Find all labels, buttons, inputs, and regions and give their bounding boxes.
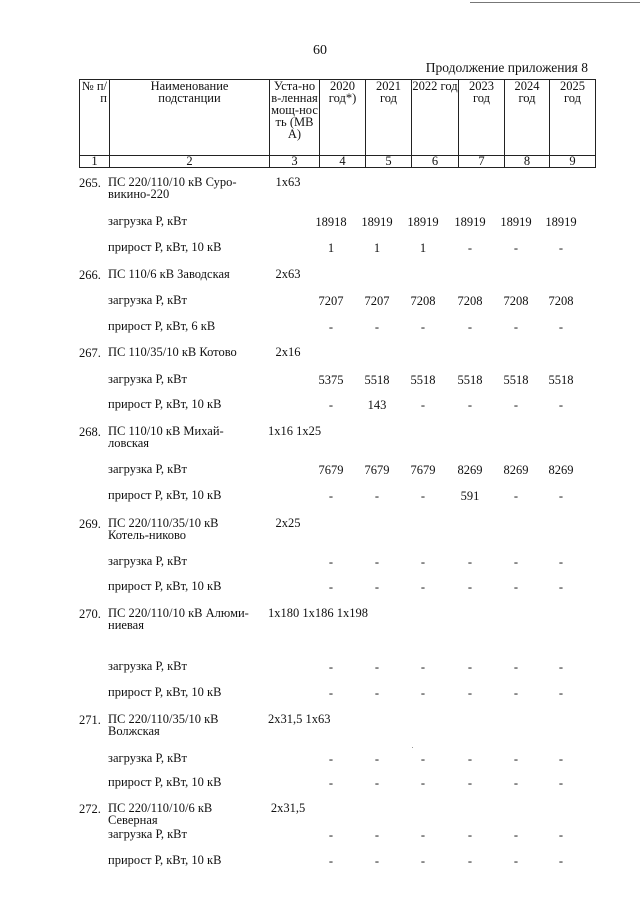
substation-name: ПС 220/110/35/10 кВ Котель-никово — [108, 516, 219, 542]
year-value: - — [467, 555, 473, 569]
year-value: - — [467, 686, 473, 700]
year-value: 7207 — [318, 294, 344, 308]
year-value: - — [374, 828, 380, 842]
header-name: Наименование подстанции — [110, 80, 270, 156]
year-value: - — [374, 555, 380, 569]
substation-name: ПС 110/6 кВ Заводская — [108, 267, 230, 281]
header-capacity: Уста-нов-ленная мощ-ность (МВА) — [270, 80, 320, 156]
year-value: - — [328, 854, 334, 868]
year-value: - — [328, 776, 334, 790]
row-number: 272. — [79, 802, 101, 816]
year-value: 7208 — [548, 294, 574, 308]
year-value: - — [558, 828, 564, 842]
year-value: 7679 — [410, 463, 436, 477]
year-value: - — [420, 555, 426, 569]
year-value: - — [513, 398, 519, 412]
year-value: 7207 — [364, 294, 390, 308]
year-value: 18919 — [407, 215, 439, 229]
year-value: - — [513, 854, 519, 868]
year-value: - — [374, 489, 380, 503]
installed-capacity: 2x31,5 1x63 — [268, 712, 331, 726]
year-value: - — [513, 660, 519, 674]
year-value: - — [558, 660, 564, 674]
year-value: - — [467, 660, 473, 674]
year-value: - — [558, 555, 564, 569]
row-number: 266. — [79, 268, 101, 282]
year-value: 8269 — [457, 463, 483, 477]
year-value: 5518 — [457, 373, 483, 387]
year-value: - — [328, 828, 334, 842]
row-label: прирост Р, кВт, 6 кВ — [108, 319, 216, 333]
year-value: 18919 — [361, 215, 393, 229]
page-number: 60 — [313, 43, 327, 58]
col-number: 5 — [366, 156, 412, 168]
year-value: - — [374, 776, 380, 790]
year-value: - — [558, 320, 564, 334]
row-number: 269. — [79, 517, 101, 531]
year-value: - — [374, 854, 380, 868]
substation-name: ПС 110/35/10 кВ Котово — [108, 345, 237, 359]
col-number: 3 — [270, 156, 320, 168]
header-year: 2024 год — [505, 80, 550, 156]
year-value: - — [467, 752, 473, 766]
installed-capacity: 2x31,5 — [270, 801, 306, 815]
year-value: - — [374, 580, 380, 594]
row-label: прирост Р, кВт, 10 кВ — [108, 240, 222, 254]
row-label: прирост Р, кВт, 10 кВ — [108, 853, 222, 867]
year-value: 143 — [367, 398, 387, 412]
year-value: - — [467, 828, 473, 842]
row-label: загрузка Р, кВт — [108, 214, 187, 228]
year-value: - — [513, 776, 519, 790]
year-value: - — [513, 752, 519, 766]
year-value: 18919 — [545, 215, 577, 229]
year-value: 5518 — [410, 373, 436, 387]
year-value: - — [328, 320, 334, 334]
table-header — [79, 79, 596, 168]
year-value: - — [328, 752, 334, 766]
year-value: - — [513, 828, 519, 842]
row-label: загрузка Р, кВт — [108, 462, 187, 476]
year-value: - — [420, 660, 426, 674]
installed-capacity: 2x16 — [275, 345, 301, 359]
year-value: - — [558, 489, 564, 503]
installed-capacity: 1x63 — [275, 175, 301, 189]
row-label: загрузка Р, кВт — [108, 293, 187, 307]
year-value: - — [328, 580, 334, 594]
year-value: - — [513, 320, 519, 334]
year-value: 1 — [327, 241, 335, 255]
row-label: загрузка Р, кВт — [108, 751, 187, 765]
year-value: - — [558, 854, 564, 868]
header-year: 2023 год — [459, 80, 505, 156]
year-value: - — [420, 489, 426, 503]
row-label: прирост Р, кВт, 10 кВ — [108, 488, 222, 502]
year-value: - — [374, 660, 380, 674]
row-label: загрузка Р, кВт — [108, 827, 187, 841]
col-number: 1 — [80, 156, 110, 168]
year-value: 18919 — [500, 215, 532, 229]
col-number: 6 — [412, 156, 459, 168]
row-label: загрузка Р, кВт — [108, 554, 187, 568]
row-label: загрузка Р, кВт — [108, 372, 187, 386]
year-value: - — [467, 320, 473, 334]
col-number: 9 — [550, 156, 596, 168]
header-year: 2021 год — [366, 80, 412, 156]
year-value: - — [374, 686, 380, 700]
row-label: прирост Р, кВт, 10 кВ — [108, 579, 222, 593]
year-value: 8269 — [503, 463, 529, 477]
header-year: 2020 год*) — [320, 80, 366, 156]
year-value: 1 — [419, 241, 427, 255]
installed-capacity: 2x25 — [275, 516, 301, 530]
year-value: 1 — [373, 241, 381, 255]
year-value: 591 — [460, 489, 480, 503]
year-value: - — [420, 580, 426, 594]
year-value: - — [513, 580, 519, 594]
col-number: 2 — [110, 156, 270, 168]
substation-name: ПС 110/10 кВ Михай-ловская — [108, 424, 224, 450]
year-value: 5518 — [503, 373, 529, 387]
row-number: 268. — [79, 425, 101, 439]
year-value: - — [513, 555, 519, 569]
year-value: - — [420, 776, 426, 790]
substation-name: ПС 220/110/10 кВ Алюми-ниевая — [108, 606, 249, 632]
year-value: - — [467, 854, 473, 868]
row-label: загрузка Р, кВт — [108, 659, 187, 673]
year-value: - — [420, 320, 426, 334]
year-value: 7208 — [503, 294, 529, 308]
year-value: - — [467, 776, 473, 790]
year-value: - — [558, 241, 564, 255]
year-value: - — [328, 489, 334, 503]
row-number: 265. — [79, 176, 101, 190]
year-value: 18918 — [315, 215, 347, 229]
row-label: прирост Р, кВт, 10 кВ — [108, 397, 222, 411]
scan-speck — [412, 747, 413, 748]
year-value: - — [374, 320, 380, 334]
top-rule — [470, 2, 640, 3]
year-value: - — [374, 752, 380, 766]
year-value: - — [328, 555, 334, 569]
year-value: 5518 — [548, 373, 574, 387]
year-value: 18919 — [454, 215, 486, 229]
installed-capacity: 1x16 1x25 — [268, 424, 322, 438]
year-value: - — [467, 241, 473, 255]
year-value: - — [420, 854, 426, 868]
col-number: 7 — [459, 156, 505, 168]
year-value: - — [420, 686, 426, 700]
year-value: - — [558, 580, 564, 594]
year-value: 7208 — [457, 294, 483, 308]
installed-capacity: 1x180 1x186 1x198 — [268, 606, 368, 620]
year-value: - — [558, 686, 564, 700]
row-number: 270. — [79, 607, 101, 621]
year-value: 5375 — [318, 373, 344, 387]
year-value: - — [420, 398, 426, 412]
header-no: № п/п — [80, 80, 110, 156]
year-value: - — [513, 241, 519, 255]
year-value: - — [558, 776, 564, 790]
year-value: - — [558, 752, 564, 766]
year-value: - — [420, 752, 426, 766]
year-value: - — [513, 686, 519, 700]
substation-name: ПС 220/110/35/10 кВ Волжская — [108, 712, 219, 738]
year-value: - — [467, 398, 473, 412]
year-value: - — [467, 580, 473, 594]
year-value: - — [513, 489, 519, 503]
year-value: - — [558, 398, 564, 412]
row-label: прирост Р, кВт, 10 кВ — [108, 685, 222, 699]
continuation-note: Продолжение приложения 8 — [425, 60, 588, 75]
installed-capacity: 2x63 — [275, 267, 301, 281]
row-number: 271. — [79, 713, 101, 727]
year-value: - — [328, 686, 334, 700]
year-value: 8269 — [548, 463, 574, 477]
year-value: - — [328, 660, 334, 674]
col-number: 4 — [320, 156, 366, 168]
header-year: 2022 год — [412, 80, 459, 156]
year-value: - — [328, 398, 334, 412]
substation-name: ПС 220/110/10/6 кВ Северная — [108, 801, 213, 827]
row-label: прирост Р, кВт, 10 кВ — [108, 775, 222, 789]
year-value: 7679 — [364, 463, 390, 477]
header-year: 2025 год — [550, 80, 596, 156]
year-value: 5518 — [364, 373, 390, 387]
row-number: 267. — [79, 346, 101, 360]
year-value: 7679 — [318, 463, 344, 477]
year-value: 7208 — [410, 294, 436, 308]
col-number: 8 — [505, 156, 550, 168]
substation-name: ПС 220/110/10 кВ Суро-викино-220 — [108, 175, 237, 201]
year-value: - — [420, 828, 426, 842]
